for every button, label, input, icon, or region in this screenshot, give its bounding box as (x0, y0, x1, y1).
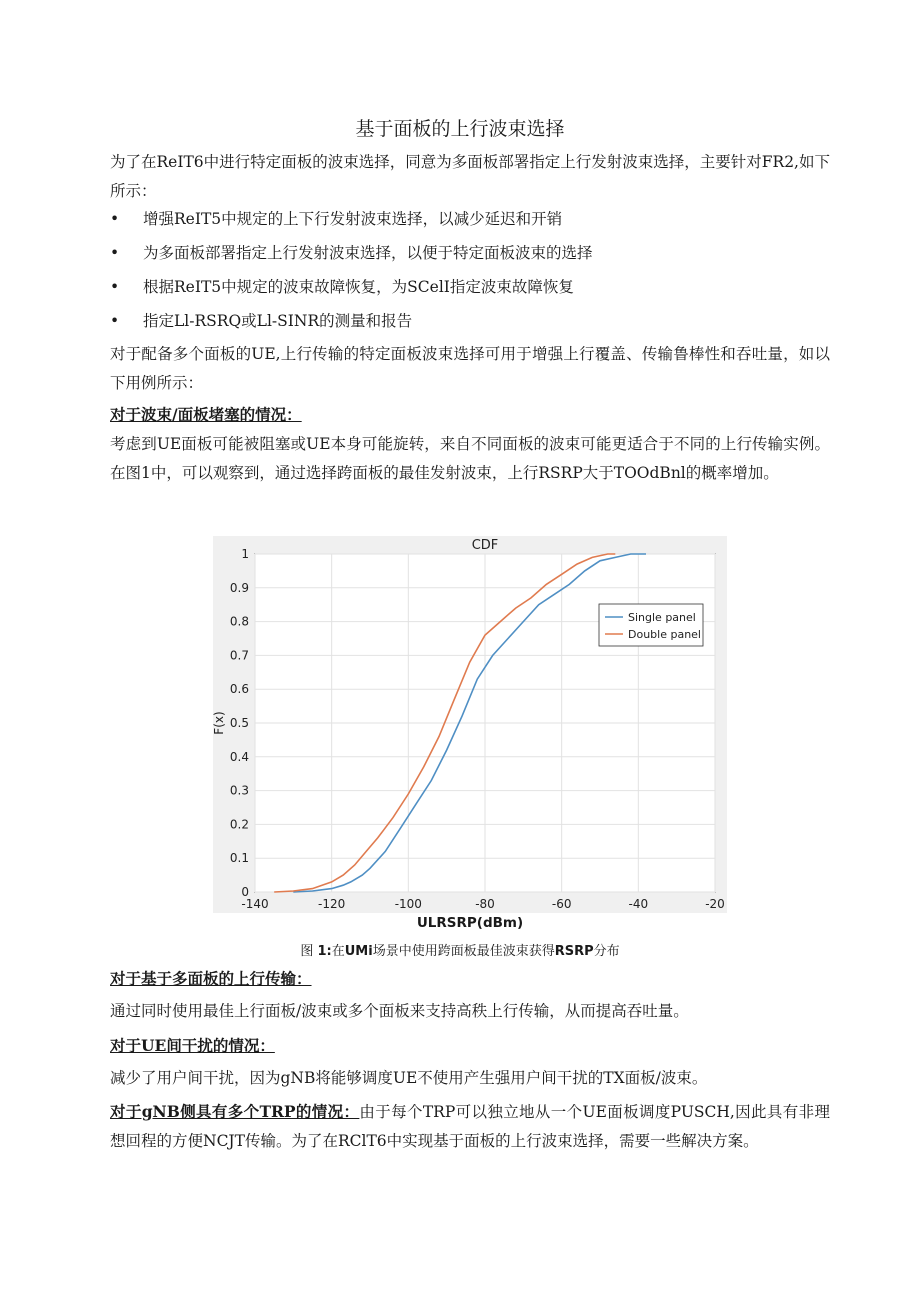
y-tick-label: 0 (241, 885, 249, 899)
bullet-icon: • (110, 244, 120, 262)
x-axis-label: ULRSRP(dBm) (416, 915, 524, 931)
bullet-icon: • (110, 210, 120, 228)
y-tick-label: 0.2 (229, 817, 249, 832)
y-tick-label: 0.9 (229, 580, 249, 595)
x-tick-label: -40 (628, 897, 649, 911)
cdf-figure (213, 536, 727, 913)
x-tick-label: -60 (551, 897, 572, 911)
usecase-intro-paragraph: 对于配备多个面板的UE,上行传输的特定面板波束选择可用于增强上行覆盖、传输鲁棒性和吞吐量，如以下用例所示： (110, 345, 830, 392)
section-heading-multipanel: 对于基于多面板的上行传输： (110, 969, 312, 988)
list-item: • 增强ReIT5中规定的上下行发射波束选择，以减少延迟和开销 (110, 202, 830, 236)
bullet-icon: • (110, 278, 120, 296)
y-axis-label: F(x) (213, 711, 226, 735)
x-tick-label: -100 (394, 897, 422, 911)
x-tick-label: -20 (705, 897, 725, 911)
section-text-blockage: 考虑到UE面板可能被阻塞或UE本身可能旋转，来自不同面板的波束可能更适合于不同的上行传输实例。在图1中，可以观察到，通过选择跨面板的最佳发射波束，上行RSRP大于TOOdBnl的概率增加。 (110, 435, 830, 482)
section-text-interference: 减少了用户间干扰，因为gNB将能够调度UE不使用产生强用户间干扰的TX面板/波束。 (110, 1069, 708, 1087)
cdf-chart (213, 536, 727, 913)
requirements-list (110, 202, 830, 338)
section-text-multi-trp: 由于每个TRP可以独立地从一个UE面板调度PUSCH,因此具有非理想回程的方便NCJT传输。为了在RClT6中实现基于面板的上行波束选择，需要一些解决方案。 (110, 1103, 830, 1150)
section-text-multipanel: 通过同时使用最佳上行面板/波束或多个面板来支持高秩上行传输，从而提高吞吐量。 (110, 1002, 689, 1020)
y-tick-label: 0.5 (229, 716, 249, 730)
section-multi-trp (110, 1097, 830, 1156)
x-tick-label: -120 (318, 897, 346, 911)
figure-caption: 图 1:在UMi场景中使用跨面板最佳波束获得RSRP分布 (300, 944, 620, 959)
chart-title: CDF (471, 538, 499, 553)
y-tick-label: 0.6 (229, 682, 249, 697)
section-heading-blockage: 对于波束/面板堵塞的情况： (110, 405, 302, 424)
y-tick-label: 0.7 (229, 648, 249, 663)
y-tick-label: 1 (241, 547, 249, 561)
legend-label: Single panel (628, 611, 696, 624)
y-tick-label: 0.8 (229, 614, 249, 629)
intro-paragraph: 为了在ReIT6中进行特定面板的波束选择，同意为多面板部署指定上行发射波束选择，主要针对FR2,如下所示： (110, 153, 830, 200)
section-heading-multi-trp: 对于gNB侧具有多个TRP的情况： (110, 1102, 360, 1121)
list-item: • 指定Ll-RSRQ或Ll-SINR的测量和报告 (110, 304, 830, 338)
bullet-icon: • (110, 312, 120, 330)
section-heading-interference: 对于UE间干扰的情况： (110, 1036, 275, 1055)
page-title: 基于面板的上行波束选择 (355, 118, 565, 140)
x-tick-label: -140 (241, 897, 269, 911)
x-tick-label: -80 (475, 897, 495, 911)
y-tick-label: 0.4 (229, 749, 249, 764)
list-item: • 根据ReIT5中规定的波束故障恢复，为SCelI指定波束故障恢复 (110, 270, 830, 304)
legend-label: Double panel (628, 628, 701, 641)
y-tick-label: 0.1 (229, 851, 249, 866)
list-item: • 为多面板部署指定上行发射波束选择，以便于特定面板波束的选择 (110, 236, 830, 270)
y-tick-label: 0.3 (229, 783, 249, 798)
